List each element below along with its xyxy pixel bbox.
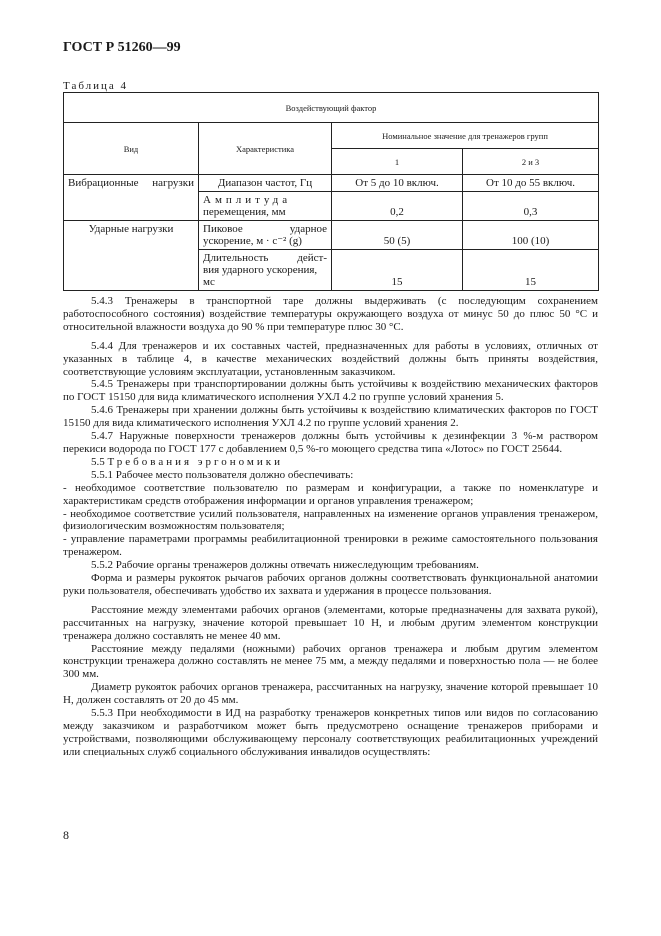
table-cell-g1: 0,2 [332,192,463,221]
paragraph: Расстояние между элементами рабочих органов (элементами, которые предназначены для захвата рукой), рассчитанных на нагрузку, значение которой превышает 10 Н, и любым другим элементом конструкции тренажера должно составлять не менее 40 мм. [63,603,598,642]
table-cell-char: Амплитуда перемещения, мм [199,192,332,221]
table-cell-char: Длительность дейст- вия ударного ускорения, мс [199,250,332,291]
paragraph: 5.5.2 Рабочие органы тренажеров должны отвечать нижеследующим требованиям. [91,559,479,572]
list-item: - управление параметрами программы реабилитационной тренировки в режиме самостоятельного пользования тренажером. [63,533,598,559]
table-top-header: Воздействующий фактор [64,93,599,123]
table-cell-g23: 0,3 [463,192,599,221]
paragraph: 5.5.3 При необходимости в ИД на разработку тренажеров конкретных типов или видов по согласованию между заказчиком и разработчиком может быть предусмотрено оснащение тренажеров приборами и устройствами, позволяющими обслуживающему персоналу соответствующих реабилитационных учреждений или специальных служб социального обслуживания инвалидов осуществлять: [63,707,598,758]
list-item: - необходимое соответствие пользователю по размерам и конфигурации, а также по номенклатуре и характеристикам средств отображения информации и органов управления тренажером; [63,481,598,507]
paragraph: 5.5.1 Рабочее место пользователя должно обеспечивать: [91,468,354,481]
paragraph: 5.4.7 Наружные поверхности тренажеров должны быть устойчивы к дезинфекции 3 %-м раствором перекиси водорода по ГОСТ 177 с добавлением 0,5 %-го моющего средства типа «Лотос» по ГОСТ 25644. [63,430,598,455]
section-number: 5.5 [91,455,105,468]
paragraph: 5.4.3 Тренажеры в транспортной таре должны выдерживать (с последующим сохранением работоспособного состояния) воздействие температуры окружающего воздуха от минус 50 до плюс 50 °С и относительной влажности воздуха до 90 % при температуре плюс 30 °С. [63,295,598,333]
table-cell-g1: От 5 до 10 включ. [332,175,463,192]
header-characteristic: Характеристика [199,123,332,175]
paragraph: Расстояние между педалями (ножными) рабочих органов тренажера и любым другим элементом конструкции тренажера должно составлять не менее 75 мм, а между педалями и поверхностью пола — не более 300 мм. [63,642,598,681]
table-cell-char: Пиковое ударное ускорение, м · с⁻² (g) [199,221,332,250]
paragraph: 5.4.5 Тренажеры при транспортировании должны быть устойчивы к воздействию механических факторов по ГОСТ 15150 для вида климатического исполнения УХЛ 4.2 по группе условий хранения 5. [63,378,598,404]
table-row-shock-vid: Ударные нагрузки [64,221,199,291]
table-cell-g23: 100 (10) [463,221,599,250]
header-vid: Вид [64,123,199,175]
impact-factor-table [63,92,599,291]
paragraph: 5.4.6 Тренажеры при хранении должны быть устойчивы к воздействию климатических факторов по ГОСТ 15150 для вида климатического исполнения УХЛ 4.2 по группе условий хранения 2. [63,404,598,430]
header-group-2-3: 2 и 3 [463,149,599,175]
table-cell-g1: 50 (5) [332,221,463,250]
paragraph: 5.4.4 Для тренажеров и их составных частей, предназначенных для работы в условиях, отличных от указанных в таблице 4, в качестве механических воздействий должны быть приняты воздействия, соответствующие условиям эксплуатации, установленным заказчиком. [63,339,598,378]
table-caption: Таблица 4 [63,80,129,92]
section-title: Требования эргономики [107,455,284,468]
table-cell-char: Диапазон частот, Гц [199,175,332,192]
section-heading [63,456,598,469]
paragraph: Форма и размеры рукояток рычагов рабочих органов должны соответствовать функциональной анатомии руки пользователя, обеспечивать удобство их захвата и удержания в процессе пользования. [63,572,598,597]
paragraph: Диаметр рукояток рабочих органов тренажера, рассчитанных на нагрузку, значение которой превышает 10 Н, должен составлять от 20 до 45 мм. [63,681,598,707]
page-number: 8 [63,828,69,842]
table-cell-g23: 15 [463,250,599,291]
list-item: - необходимое соответствие усилий пользователя, направленных на изменение органов управления тренажером, физиологическим возможностям пользователя; [63,507,598,533]
table-cell-g1: 15 [332,250,463,291]
table-cell-g23: От 10 до 55 включ. [463,175,599,192]
table-row-vibration-vid: Вибрационные нагрузки [64,175,199,221]
body-text [63,295,598,759]
header-nominal: Номинальное значение для тренажеров групп [332,123,599,149]
document-code: ГОСТ Р 51260—99 [63,40,181,55]
header-group-1: 1 [332,149,463,175]
